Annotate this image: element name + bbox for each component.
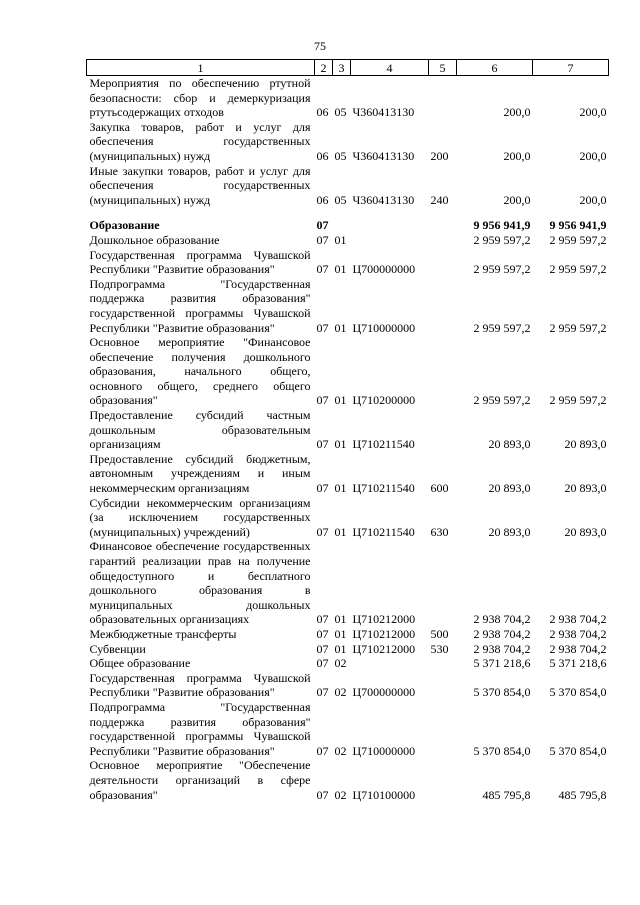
row-description: Финансовое обеспечение государственных гарантий реализации прав на получение общедоступного и бесплатного дошкольного образования в муниципальных дошкольных образовательных организациях — [89, 539, 311, 627]
amount-col6: 9 956 941,9 — [473, 218, 531, 233]
amount-col7: 2 938 704,2 — [549, 626, 607, 641]
amount-col7: 485 795,8 — [558, 787, 607, 802]
amount-col7: 2 959 597,2 — [549, 393, 607, 408]
section-code: 07 — [316, 262, 329, 277]
column-header: 1 — [87, 60, 315, 76]
amount-col7: 2 959 597,2 — [549, 232, 607, 247]
expense-type-code — [429, 539, 457, 627]
amount-col7: 20 893,0 — [564, 437, 607, 452]
target-article-code: Ц710211540 — [352, 437, 415, 452]
section-code: 07 — [316, 524, 329, 539]
amount-col7: 5 370 854,0 — [549, 685, 607, 700]
amount-col6: 2 938 704,2 — [473, 641, 531, 656]
target-article-code: Ц710212000 — [352, 612, 416, 627]
subsection-code: 01 — [334, 481, 347, 496]
section-code: 07 — [316, 626, 329, 641]
amount-col7: 20 893,0 — [564, 481, 607, 496]
amount-col6: 2 959 597,2 — [473, 232, 531, 247]
expense-type-code — [429, 758, 457, 802]
amount-col7: 20 893,0 — [564, 524, 607, 539]
row-description: Основное мероприятие "Финансовое обеспечение получения дошкольного образования, начального общего, основного общего, среднего общего образования" — [89, 335, 311, 408]
column-header: 7 — [533, 60, 609, 76]
table-row — [87, 120, 609, 164]
section-code: 07 — [316, 641, 329, 656]
column-header: 2 — [315, 60, 333, 76]
row-description: Подпрограмма "Государственная поддержка развития образования" государственной программы Чувашской Республики "Развитие образования" — [89, 699, 311, 758]
subsection-code: 01 — [334, 641, 347, 656]
subsection-code: 01 — [334, 262, 347, 277]
table-row — [87, 758, 609, 802]
row-description: Субвенции — [89, 641, 146, 656]
target-article-code: Ч360413130 — [352, 148, 415, 163]
table-row — [87, 539, 609, 627]
subsection-code: 01 — [334, 626, 347, 641]
table-row — [87, 671, 609, 700]
target-article-code: Ц710000000 — [352, 743, 416, 758]
row-description: Образование — [89, 218, 160, 233]
budget-table — [86, 59, 609, 802]
expense-type-code — [429, 233, 457, 248]
table-row — [87, 76, 609, 120]
table-row — [87, 656, 609, 671]
table-row — [87, 642, 609, 657]
table-row — [87, 452, 609, 496]
table-row — [87, 164, 609, 208]
amount-col7: 200,0 — [579, 148, 607, 163]
target-article-code: Ц710211540 — [352, 481, 415, 496]
expense-type-code: 600 — [430, 481, 449, 496]
amount-col6: 5 370 854,0 — [473, 743, 531, 758]
section-code: 07 — [316, 218, 329, 233]
target-article-code: Ц710200000 — [352, 393, 416, 408]
amount-col7: 9 956 941,9 — [549, 218, 607, 233]
amount-col7: 2 938 704,2 — [549, 612, 607, 627]
table-row — [87, 277, 609, 335]
subsection-code: 05 — [334, 105, 347, 120]
subsection-code: 02 — [334, 787, 347, 802]
amount-col6: 200,0 — [503, 148, 531, 163]
amount-col6: 200,0 — [503, 105, 531, 120]
target-article-code: Ц700000000 — [352, 262, 416, 277]
section-code: 07 — [316, 656, 329, 671]
section-code: 06 — [316, 192, 329, 207]
amount-col7: 200,0 — [579, 105, 607, 120]
table-row — [87, 233, 609, 248]
expense-type-code — [429, 277, 457, 335]
expense-type-code — [429, 76, 457, 120]
amount-col7: 5 370 854,0 — [549, 743, 607, 758]
subsection-code: 01 — [334, 612, 347, 627]
table-row — [87, 627, 609, 642]
table-row — [87, 248, 609, 277]
target-article-code — [351, 233, 429, 248]
row-description: Государственная программа Чувашской Республики "Развитие образования" — [89, 247, 311, 277]
amount-col6: 2 938 704,2 — [473, 612, 531, 627]
amount-col6: 2 959 597,2 — [473, 262, 531, 277]
expense-type-code: 500 — [430, 626, 449, 641]
expense-type-code: 530 — [430, 641, 449, 656]
expense-type-code — [429, 656, 457, 671]
section-code: 07 — [316, 743, 329, 758]
section-code: 06 — [316, 105, 329, 120]
target-article-code: Ц710211540 — [352, 524, 415, 539]
amount-col6: 20 893,0 — [488, 524, 531, 539]
row-description: Предоставление субсидий бюджетным, автономным учреждениям и иным некоммерческим организациям — [89, 451, 311, 496]
column-header-row — [87, 60, 609, 76]
spacer-cell — [87, 207, 609, 218]
amount-col6: 200,0 — [503, 192, 531, 207]
section-code: 07 — [316, 320, 329, 335]
target-article-code: Ч360413130 — [352, 192, 415, 207]
expense-type-code — [429, 408, 457, 452]
amount-col6: 485 795,8 — [482, 787, 531, 802]
expense-type-code: 200 — [430, 148, 449, 163]
target-article-code: Ц710212000 — [352, 626, 416, 641]
subsection-code: 01 — [334, 232, 347, 247]
expense-type-code: 630 — [430, 524, 449, 539]
amount-col7: 2 959 597,2 — [549, 320, 607, 335]
amount-col6: 5 370 854,0 — [473, 685, 531, 700]
row-description: Субсидии некоммерческим организациям (за исключением государственных (муниципальных) учреждений) — [89, 495, 311, 539]
table-row — [87, 496, 609, 540]
amount-col6: 20 893,0 — [488, 437, 531, 452]
target-article-code: Ц710000000 — [352, 320, 416, 335]
row-description: Иные закупки товаров, работ и услуг для обеспечения государственных (муниципальных) нужд — [89, 163, 311, 207]
target-article-code: Ч360413130 — [352, 105, 415, 120]
amount-col6: 2 938 704,2 — [473, 626, 531, 641]
expense-type-code — [429, 248, 457, 277]
section-code: 07 — [316, 612, 329, 627]
subsection-code: 05 — [334, 148, 347, 163]
expense-type-code — [429, 218, 457, 233]
expense-type-code — [429, 700, 457, 758]
amount-col6: 20 893,0 — [488, 481, 531, 496]
amount-col6: 2 959 597,2 — [473, 393, 531, 408]
amount-col7: 2 938 704,2 — [549, 641, 607, 656]
target-article-code: Ц710212000 — [352, 641, 416, 656]
expense-type-code — [429, 671, 457, 700]
amount-col7: 2 959 597,2 — [549, 262, 607, 277]
subsection-code: 02 — [334, 743, 347, 758]
row-description: Государственная программа Чувашской Республики "Развитие образования" — [89, 670, 311, 700]
amount-col6: 2 959 597,2 — [473, 320, 531, 335]
row-description: Подпрограмма "Государственная поддержка развития образования" государственной программы Чувашской Республики "Развитие образования" — [89, 276, 311, 335]
row-description: Дошкольное образование — [89, 232, 220, 247]
section-code: 07 — [316, 393, 329, 408]
subsection-code: 01 — [334, 320, 347, 335]
column-header: 6 — [457, 60, 533, 76]
subsection-code: 02 — [334, 685, 347, 700]
subsection-code: 01 — [334, 524, 347, 539]
amount-col6: 5 371 218,6 — [473, 656, 531, 671]
spacer-row — [87, 207, 609, 218]
target-article-code — [351, 218, 429, 233]
section-code: 07 — [316, 685, 329, 700]
expense-type-code: 240 — [430, 192, 449, 207]
row-description: Закупка товаров, работ и услуг для обеспечения государственных (муниципальных) нужд — [89, 119, 311, 163]
table-row — [87, 408, 609, 452]
target-article-code: Ц710100000 — [352, 787, 416, 802]
target-article-code: Ц700000000 — [352, 685, 416, 700]
column-header: 4 — [351, 60, 429, 76]
subsection-code: 01 — [334, 393, 347, 408]
row-description: Основное мероприятие "Обеспечение деятельности организаций в сфере образования" — [89, 758, 311, 802]
row-description: Мероприятия по обеспечению ртутной безопасности: сбор и демеркуризация ртутьсодержащих отходов — [89, 76, 311, 120]
row-description: Общее образование — [89, 656, 191, 671]
subsection-code: 01 — [334, 437, 347, 452]
column-header: 3 — [333, 60, 351, 76]
row-description: Межбюджетные трансферты — [89, 626, 237, 641]
table-row — [87, 218, 609, 233]
section-code: 07 — [316, 437, 329, 452]
page-number: 75 — [314, 39, 326, 53]
amount-col7: 5 371 218,6 — [549, 656, 607, 671]
amount-col7: 200,0 — [579, 192, 607, 207]
subsection-code: 02 — [334, 656, 347, 671]
section-code: 06 — [316, 148, 329, 163]
column-header: 5 — [429, 60, 457, 76]
target-article-code — [351, 656, 429, 671]
table-row — [87, 335, 609, 408]
row-description: Предоставление субсидий частным дошкольным образовательным организациям — [89, 408, 311, 452]
section-code: 07 — [316, 787, 329, 802]
section-code: 07 — [316, 232, 329, 247]
section-code: 07 — [316, 481, 329, 496]
expense-type-code — [429, 335, 457, 408]
subsection-code: 05 — [334, 192, 347, 207]
subsection-code — [333, 218, 351, 233]
table-row — [87, 700, 609, 758]
